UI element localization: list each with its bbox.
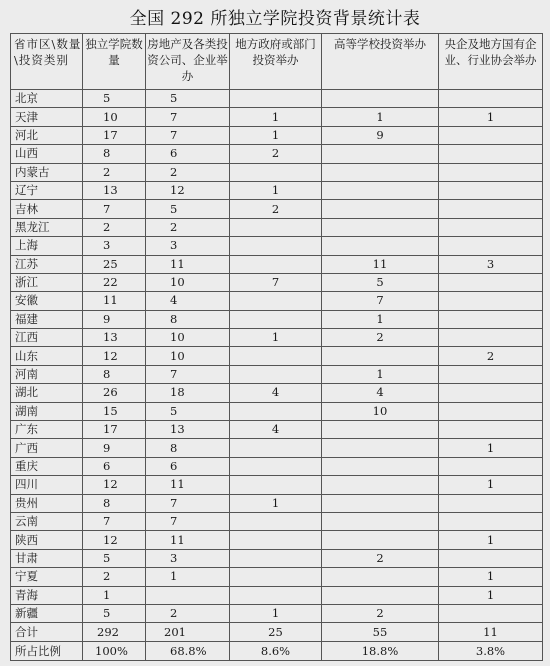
province-cell: 广西 [11, 439, 83, 457]
state-owned-cell [439, 549, 543, 567]
enterprise-cell: 7 [146, 512, 230, 530]
table-row [11, 512, 543, 530]
province-cell: 宁夏 [11, 568, 83, 586]
university-cell [322, 90, 439, 108]
state-owned-cell [439, 457, 543, 475]
table-row [11, 457, 543, 475]
enterprise-cell: 5 [146, 402, 230, 420]
college-count-cell: 15 [83, 402, 146, 420]
government-cell: 4 [230, 384, 322, 402]
college-count-cell: 292 [83, 623, 146, 642]
college-count-cell: 2 [83, 163, 146, 181]
government-cell: 1 [230, 126, 322, 144]
header-government: 地方政府或部门投资举办 [230, 34, 322, 90]
government-cell [230, 531, 322, 549]
government-cell [230, 310, 322, 328]
state-owned-cell [439, 90, 543, 108]
college-count-cell: 5 [83, 90, 146, 108]
university-cell [322, 200, 439, 218]
state-owned-cell [439, 181, 543, 199]
table-row [11, 255, 543, 273]
total-row [11, 623, 543, 642]
state-owned-cell: 11 [439, 623, 543, 642]
investment-table [10, 33, 543, 661]
header-row [11, 34, 543, 90]
government-cell [230, 90, 322, 108]
table-row [11, 218, 543, 236]
state-owned-cell: 3 [439, 255, 543, 273]
province-cell: 吉林 [11, 200, 83, 218]
table-title: 全国 292 所独立学院投资背景统计表 [129, 9, 421, 29]
header-college-count: 独立学院数量 [83, 34, 146, 90]
province-cell: 新疆 [11, 604, 83, 622]
college-count-cell: 2 [83, 568, 146, 586]
university-cell: 2 [322, 549, 439, 567]
table-row [11, 604, 543, 622]
province-cell: 广东 [11, 421, 83, 439]
college-count-cell: 11 [83, 292, 146, 310]
header-province: 省市区\数量\投资类别 [11, 34, 83, 90]
state-owned-cell: 1 [439, 531, 543, 549]
province-cell: 湖南 [11, 402, 83, 420]
enterprise-cell: 3 [146, 549, 230, 567]
table-body [11, 90, 543, 661]
state-owned-cell [439, 329, 543, 347]
government-cell: 1 [230, 329, 322, 347]
state-owned-cell [439, 292, 543, 310]
government-cell: 4 [230, 421, 322, 439]
table-row [11, 402, 543, 420]
university-cell [322, 457, 439, 475]
table-row [11, 586, 543, 604]
state-owned-cell: 3.8% [439, 642, 543, 661]
university-cell: 18.8% [322, 642, 439, 661]
college-count-cell: 1 [83, 586, 146, 604]
enterprise-cell: 11 [146, 531, 230, 549]
university-cell [322, 586, 439, 604]
college-count-cell: 6 [83, 457, 146, 475]
college-count-cell: 5 [83, 604, 146, 622]
college-count-cell: 13 [83, 329, 146, 347]
province-cell: 河南 [11, 365, 83, 383]
university-cell [322, 476, 439, 494]
table-row [11, 494, 543, 512]
province-cell: 江苏 [11, 255, 83, 273]
college-count-cell: 17 [83, 126, 146, 144]
table-row [11, 273, 543, 291]
province-cell: 合计 [11, 623, 83, 642]
enterprise-cell: 5 [146, 200, 230, 218]
college-count-cell: 7 [83, 512, 146, 530]
province-cell: 河北 [11, 126, 83, 144]
enterprise-cell: 3 [146, 237, 230, 255]
government-cell: 7 [230, 273, 322, 291]
table-row [11, 329, 543, 347]
state-owned-cell [439, 384, 543, 402]
university-cell: 1 [322, 365, 439, 383]
table-row [11, 237, 543, 255]
university-cell [322, 421, 439, 439]
enterprise-cell: 68.8% [146, 642, 230, 661]
enterprise-cell: 2 [146, 604, 230, 622]
state-owned-cell [439, 365, 543, 383]
state-owned-cell [439, 402, 543, 420]
province-cell: 所占比例 [11, 642, 83, 661]
university-cell: 9 [322, 126, 439, 144]
university-cell [322, 237, 439, 255]
province-cell: 安徽 [11, 292, 83, 310]
college-count-cell: 8 [83, 145, 146, 163]
province-cell: 山西 [11, 145, 83, 163]
college-count-cell: 26 [83, 384, 146, 402]
state-owned-cell [439, 494, 543, 512]
government-cell: 8.6% [230, 642, 322, 661]
college-count-cell: 5 [83, 549, 146, 567]
table-row [11, 384, 543, 402]
college-count-cell: 22 [83, 273, 146, 291]
university-cell [322, 347, 439, 365]
province-cell: 北京 [11, 90, 83, 108]
enterprise-cell: 10 [146, 329, 230, 347]
table-row [11, 421, 543, 439]
government-cell [230, 457, 322, 475]
government-cell [230, 347, 322, 365]
enterprise-cell [146, 586, 230, 604]
province-cell: 天津 [11, 108, 83, 126]
government-cell: 1 [230, 494, 322, 512]
enterprise-cell: 7 [146, 108, 230, 126]
government-cell [230, 292, 322, 310]
government-cell [230, 218, 322, 236]
state-owned-cell [439, 273, 543, 291]
college-count-cell: 8 [83, 365, 146, 383]
enterprise-cell: 6 [146, 457, 230, 475]
state-owned-cell [439, 237, 543, 255]
table-row [11, 347, 543, 365]
university-cell: 1 [322, 310, 439, 328]
government-cell [230, 163, 322, 181]
government-cell: 2 [230, 145, 322, 163]
college-count-cell: 100% [83, 642, 146, 661]
college-count-cell: 12 [83, 347, 146, 365]
enterprise-cell: 6 [146, 145, 230, 163]
table-row [11, 476, 543, 494]
state-owned-cell: 1 [439, 439, 543, 457]
government-cell [230, 476, 322, 494]
province-cell: 甘肃 [11, 549, 83, 567]
state-owned-cell [439, 604, 543, 622]
college-count-cell: 2 [83, 218, 146, 236]
province-cell: 青海 [11, 586, 83, 604]
header-state-owned: 央企及地方国有企业、行业协会举办 [439, 34, 543, 90]
university-cell [322, 531, 439, 549]
enterprise-cell: 11 [146, 255, 230, 273]
university-cell: 1 [322, 108, 439, 126]
college-count-cell: 9 [83, 439, 146, 457]
table-row [11, 365, 543, 383]
province-cell: 黑龙江 [11, 218, 83, 236]
header-enterprise: 房地产及各类投资公司、企业举办 [146, 34, 230, 90]
state-owned-cell [439, 218, 543, 236]
state-owned-cell [439, 200, 543, 218]
enterprise-cell: 12 [146, 181, 230, 199]
university-cell [322, 568, 439, 586]
enterprise-cell: 8 [146, 439, 230, 457]
state-owned-cell [439, 512, 543, 530]
table-row [11, 90, 543, 108]
enterprise-cell: 201 [146, 623, 230, 642]
enterprise-cell: 1 [146, 568, 230, 586]
government-cell: 1 [230, 604, 322, 622]
college-count-cell: 12 [83, 476, 146, 494]
university-cell [322, 439, 439, 457]
table-row [11, 439, 543, 457]
state-owned-cell [439, 126, 543, 144]
header-university: 高等学校投资举办 [322, 34, 439, 90]
province-cell: 江西 [11, 329, 83, 347]
table-row [11, 126, 543, 144]
province-cell: 浙江 [11, 273, 83, 291]
province-cell: 山东 [11, 347, 83, 365]
table-row [11, 292, 543, 310]
government-cell: 1 [230, 108, 322, 126]
table-row [11, 568, 543, 586]
state-owned-cell [439, 310, 543, 328]
ratio-row [11, 642, 543, 661]
enterprise-cell: 8 [146, 310, 230, 328]
state-owned-cell: 2 [439, 347, 543, 365]
province-cell: 重庆 [11, 457, 83, 475]
enterprise-cell: 2 [146, 218, 230, 236]
enterprise-cell: 7 [146, 365, 230, 383]
university-cell: 4 [322, 384, 439, 402]
table-row [11, 108, 543, 126]
table-row [11, 310, 543, 328]
university-cell [322, 218, 439, 236]
enterprise-cell: 7 [146, 126, 230, 144]
table-row [11, 145, 543, 163]
enterprise-cell: 4 [146, 292, 230, 310]
university-cell: 2 [322, 329, 439, 347]
government-cell [230, 402, 322, 420]
college-count-cell: 9 [83, 310, 146, 328]
university-cell: 10 [322, 402, 439, 420]
enterprise-cell: 13 [146, 421, 230, 439]
enterprise-cell: 10 [146, 273, 230, 291]
college-count-cell: 3 [83, 237, 146, 255]
university-cell [322, 163, 439, 181]
table-row [11, 181, 543, 199]
province-cell: 云南 [11, 512, 83, 530]
state-owned-cell [439, 163, 543, 181]
college-count-cell: 17 [83, 421, 146, 439]
college-count-cell: 8 [83, 494, 146, 512]
government-cell [230, 237, 322, 255]
province-cell: 福建 [11, 310, 83, 328]
government-cell: 25 [230, 623, 322, 642]
enterprise-cell: 18 [146, 384, 230, 402]
table-row [11, 200, 543, 218]
province-cell: 贵州 [11, 494, 83, 512]
enterprise-cell: 7 [146, 494, 230, 512]
state-owned-cell: 1 [439, 108, 543, 126]
province-cell: 湖北 [11, 384, 83, 402]
state-owned-cell: 1 [439, 586, 543, 604]
college-count-cell: 12 [83, 531, 146, 549]
state-owned-cell [439, 421, 543, 439]
province-cell: 陕西 [11, 531, 83, 549]
college-count-cell: 10 [83, 108, 146, 126]
enterprise-cell: 11 [146, 476, 230, 494]
table-row [11, 163, 543, 181]
university-cell [322, 512, 439, 530]
university-cell: 2 [322, 604, 439, 622]
province-cell: 辽宁 [11, 181, 83, 199]
government-cell [230, 512, 322, 530]
college-count-cell: 25 [83, 255, 146, 273]
university-cell [322, 145, 439, 163]
province-cell: 内蒙古 [11, 163, 83, 181]
government-cell [230, 255, 322, 273]
college-count-cell: 7 [83, 200, 146, 218]
government-cell [230, 549, 322, 567]
university-cell [322, 181, 439, 199]
university-cell: 11 [322, 255, 439, 273]
province-cell: 四川 [11, 476, 83, 494]
university-cell [322, 494, 439, 512]
enterprise-cell: 2 [146, 163, 230, 181]
government-cell [230, 568, 322, 586]
university-cell: 7 [322, 292, 439, 310]
university-cell: 5 [322, 273, 439, 291]
government-cell [230, 365, 322, 383]
enterprise-cell: 5 [146, 90, 230, 108]
government-cell: 1 [230, 181, 322, 199]
table-row [11, 531, 543, 549]
government-cell [230, 586, 322, 604]
table-row [11, 549, 543, 567]
province-cell: 上海 [11, 237, 83, 255]
government-cell [230, 439, 322, 457]
enterprise-cell: 10 [146, 347, 230, 365]
government-cell: 2 [230, 200, 322, 218]
university-cell: 55 [322, 623, 439, 642]
state-owned-cell: 1 [439, 568, 543, 586]
college-count-cell: 13 [83, 181, 146, 199]
state-owned-cell: 1 [439, 476, 543, 494]
state-owned-cell [439, 145, 543, 163]
